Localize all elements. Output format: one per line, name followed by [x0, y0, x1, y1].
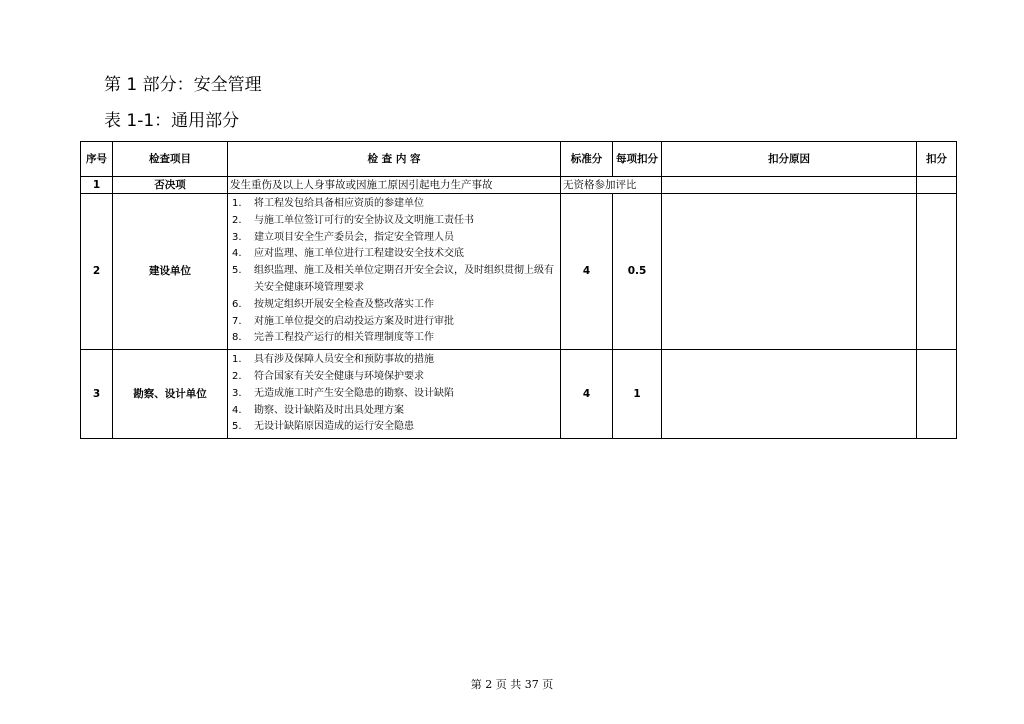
content-list [228, 194, 560, 349]
row-reason[interactable] [662, 177, 917, 194]
row-deduction[interactable] [917, 350, 957, 439]
row-item: 勘察、设计单位 [113, 350, 228, 439]
row-item: 否决项 [113, 177, 228, 194]
item-text: 将工程发包给具备相应资质的参建单位 [254, 198, 424, 209]
item-text: 应对监理、施工单位进行工程建设安全技术交底 [254, 248, 464, 260]
item-number: 5. [232, 265, 242, 277]
row-standard: 无资格参加评比 [561, 177, 662, 194]
inspection-table [80, 141, 957, 439]
table-header-row [81, 142, 957, 177]
item-text: 勘察、设计缺陷及时出具处理方案 [254, 404, 404, 416]
table-row [81, 350, 957, 439]
row-reason[interactable] [662, 194, 917, 350]
item-number: 2. [232, 370, 242, 382]
content-item [228, 246, 560, 263]
item-text: 符合国家有关安全健康与环境保护要求 [254, 370, 424, 382]
content-list [228, 350, 560, 438]
item-text: 完善工程投产运行的相关管理制度等工作 [254, 332, 434, 344]
row-deduction[interactable] [917, 177, 957, 194]
content-item [228, 263, 560, 297]
content-item [228, 386, 560, 403]
row-reason[interactable] [662, 350, 917, 439]
row-deduction[interactable] [917, 194, 957, 350]
page-footer: 第 2 页 共 37 页 [470, 678, 554, 691]
row-content [228, 350, 561, 439]
item-text: 建立项目安全生产委员会，指定安全管理人员 [254, 231, 454, 243]
header-seq: 序号 [81, 142, 113, 177]
item-number: 1. [232, 198, 242, 209]
item-number: 2. [232, 214, 242, 226]
content-item [228, 196, 560, 213]
header-standard: 标准分 [561, 142, 613, 177]
content-item [228, 369, 560, 386]
row-content: 发生重伤及以上人身事故或因施工原因引起电力生产事故 [228, 177, 561, 194]
row-content [228, 194, 561, 350]
item-number: 5. [232, 421, 242, 433]
content-item [228, 403, 560, 420]
table-row [81, 194, 957, 350]
item-number: 3. [232, 387, 242, 399]
item-text: 无设计缺陷原因造成的运行安全隐患 [254, 421, 414, 433]
row-per-item: 1 [613, 350, 662, 439]
item-number: 4. [232, 404, 242, 416]
item-number: 3. [232, 231, 242, 243]
table-row [81, 177, 957, 194]
content-item [228, 230, 560, 247]
header-item: 检查项目 [113, 142, 228, 177]
row-seq: 2 [81, 194, 113, 350]
row-standard: 4 [561, 194, 613, 350]
item-text: 对施工单位提交的启动投运方案及时进行审批 [254, 315, 454, 327]
table-title: 表 1-1：通用部分 [104, 111, 240, 131]
content-item [228, 352, 560, 369]
row-item: 建设单位 [113, 194, 228, 350]
header-per-item: 每项扣分 [613, 142, 662, 177]
item-number: 1. [232, 354, 242, 366]
content-item [228, 314, 560, 331]
content-item [228, 297, 560, 314]
section-heading: 第 1 部分：安全管理 [104, 75, 262, 95]
row-seq: 1 [81, 177, 113, 194]
content-item [228, 213, 560, 230]
item-text: 具有涉及保障人员安全和预防事故的措施 [254, 354, 434, 366]
item-text: 按规定组织开展安全检查及整改落实工作 [254, 298, 434, 310]
item-number: 6. [232, 298, 242, 310]
content-item [228, 330, 560, 347]
row-standard: 4 [561, 350, 613, 439]
header-reason: 扣分原因 [662, 142, 917, 177]
row-per-item: 0.5 [613, 194, 662, 350]
item-text: 组织监理、施工及相关单位定期召开安全会议，及时组织贯彻上级有关安全健康环境管理要求 [254, 265, 554, 293]
row-seq: 3 [81, 350, 113, 439]
header-content: 检 查 内 容 [228, 142, 561, 177]
item-number: 7. [232, 315, 242, 327]
item-number: 8. [232, 332, 242, 344]
header-deduction: 扣分 [917, 142, 957, 177]
item-text: 无造成施工时产生安全隐患的勘察、设计缺陷 [254, 387, 454, 399]
item-text: 与施工单位签订可行的安全协议及文明施工责任书 [254, 214, 474, 226]
item-number: 4. [232, 248, 242, 260]
content-item [228, 419, 560, 436]
